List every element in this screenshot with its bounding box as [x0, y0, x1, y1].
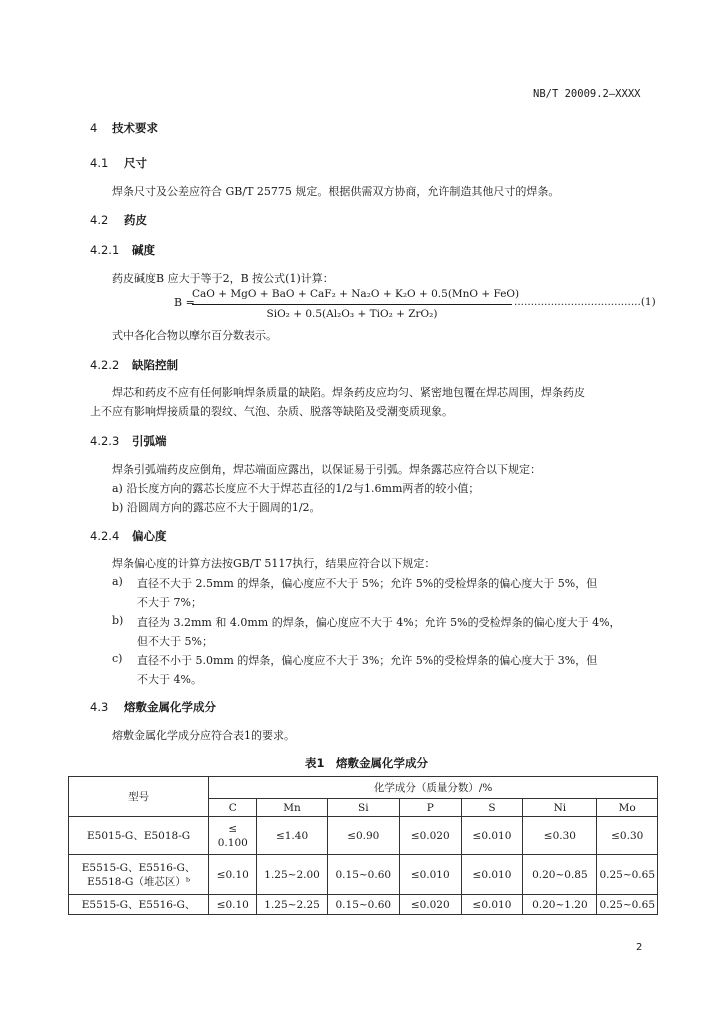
table-cell-si: 0.15~0.60	[327, 895, 399, 915]
list-item-a-line1: 直径不大于 2.5mm 的焊条，偏心度应不大于 5%；允许 5%的受检焊条的偏心度大于 5%，但	[137, 577, 598, 590]
table-cell-p: ≤0.020	[399, 817, 461, 855]
table-cell-s: ≤0.010	[461, 817, 523, 855]
list-marker-a: a)	[112, 575, 123, 588]
list-item-a-line2: 不大于 7%；	[137, 596, 202, 609]
section-4-1-text: 焊条尺寸及公差应符合 GB/T 25775 规定。根据供需双方协商，允许制造其他尺寸的焊条。	[112, 185, 560, 198]
table-cell-si: ≤0.90	[327, 817, 399, 855]
table-cell-p: ≤0.020	[399, 895, 461, 915]
document-code: NB/T 20009.2—XXXX	[533, 88, 641, 100]
table-cell-mn: ≤1.40	[257, 817, 327, 855]
table-cell-model	[69, 855, 209, 895]
section-4-2-2-line2: 上不应有影响焊接质量的裂纹、气泡、杂质、脱落等缺陷及受潮变质现象。	[90, 405, 453, 418]
fraction-bar	[192, 304, 512, 305]
formula-number: ......................................(1)	[514, 296, 656, 308]
section-4-2-heading	[90, 212, 147, 228]
table-cell-ni: ≤0.30	[523, 817, 597, 855]
table-header-row	[69, 777, 658, 799]
section-title: 引弧端	[132, 434, 167, 448]
table-cell-ni: 0.20~0.85	[523, 855, 597, 895]
table-cell-p: ≤0.010	[399, 855, 461, 895]
table-header-mo: Mo	[597, 799, 658, 817]
section-number: 4.2.4	[90, 529, 120, 543]
list-marker-b: b)	[112, 614, 124, 627]
formula-lhs: B =	[174, 296, 195, 309]
cell-line: E5518-G（堆芯区）ᵇ	[87, 875, 191, 888]
table-row	[69, 855, 658, 895]
section-4-heading	[90, 120, 158, 136]
formula-denominator: SiO₂ + 0.5(Al₂O₃ + TiO₂ + ZrO₂)	[266, 308, 438, 320]
cell-line: E5515-G、E5516-G、	[81, 861, 196, 874]
section-4-2-2-heading	[90, 357, 178, 373]
list-item-b-line1: 直径为 3.2mm 和 4.0mm 的焊条，偏心度应不大于 4%；允许 5%的受检焊条的偏心度大于 4%，	[137, 616, 621, 629]
formula-note: 式中各化合物以摩尔百分数表示。	[112, 329, 277, 342]
table-cell-mo: 0.25~0.65	[597, 855, 658, 895]
section-title: 药皮	[124, 213, 147, 227]
section-title: 碱度	[132, 243, 155, 257]
table-row	[69, 817, 658, 855]
table-cell-ni: 0.20~1.20	[523, 895, 597, 915]
list-item-a: a) 沿长度方向的露芯长度应不大于焊芯直径的1/2与1.6mm两者的较小值；	[112, 482, 480, 495]
section-4-2-1-heading	[90, 242, 155, 258]
section-title: 缺陷控制	[132, 358, 178, 372]
section-number: 4.2.2	[90, 358, 120, 372]
section-4-2-3-heading	[90, 433, 167, 449]
table-cell-mn: 1.25~2.25	[257, 895, 327, 915]
table-cell-mo: 0.25~0.65	[597, 895, 658, 915]
list-item-b-line2: 但不大于 5%；	[137, 635, 213, 648]
section-number: 4.2.3	[90, 434, 120, 448]
table-cell-c: ≤0.10	[209, 855, 257, 895]
section-title: 偏心度	[132, 529, 167, 543]
table-header-c: C	[209, 799, 257, 817]
formula-numerator: CaO + MgO + BaO + CaF₂ + Na₂O + K₂O + 0.5(MnO + FeO)	[192, 288, 520, 300]
table-cell-mn: 1.25~2.00	[257, 855, 327, 895]
table-cell-c: ≤0.10	[209, 895, 257, 915]
table-header-mn: Mn	[257, 799, 327, 817]
table-header-group: 化学成分（质量分数）/%	[209, 777, 658, 799]
list-item-c-line2: 不大于 4%。	[137, 673, 202, 686]
section-4-3-heading	[90, 699, 216, 715]
table-header-si: Si	[327, 799, 399, 817]
list-item-c-line1: 直径不小于 5.0mm 的焊条，偏心度应不大于 3%；允许 5%的受检焊条的偏心度大于 3%，但	[137, 654, 598, 667]
section-4-2-4-heading	[90, 528, 167, 544]
section-4-2-4-text: 焊条偏心度的计算方法按GB/T 5117执行，结果应符合以下规定：	[112, 557, 436, 570]
table-cell-model: E5515-G、E5516-G、	[69, 895, 209, 915]
table-cell-model: E5015-G、E5018-G	[69, 817, 209, 855]
list-marker-c: c)	[112, 652, 123, 665]
table-cell-s: ≤0.010	[461, 895, 523, 915]
section-number: 4.1	[90, 156, 109, 170]
section-4-2-1-text: 药皮碱度B 应大于等于2，B 按公式(1)计算：	[112, 272, 334, 285]
section-4-1-heading	[90, 155, 147, 171]
section-title: 尺寸	[124, 156, 147, 170]
table-header-p: P	[399, 799, 461, 817]
section-title: 熔敷金属化学成分	[124, 700, 216, 714]
section-number: 4.3	[90, 700, 109, 714]
table-header-s: S	[461, 799, 523, 817]
table-cell-c	[209, 817, 257, 855]
section-number: 4.2.1	[90, 243, 120, 257]
section-number: 4.2	[90, 213, 109, 227]
table-cell-si: 0.15~0.60	[327, 855, 399, 895]
table-cell-mo: ≤0.30	[597, 817, 658, 855]
section-4-3-text: 熔敷金属化学成分应符合表1的要求。	[112, 729, 295, 742]
cell-line: ≤	[228, 822, 238, 835]
table-header-model: 型号	[69, 777, 209, 817]
cell-line: 0.100	[217, 836, 248, 849]
table-caption: 表1 熔敷金属化学成分	[305, 756, 429, 770]
table-row	[69, 895, 658, 915]
section-number: 4	[90, 121, 98, 135]
table-cell-s: ≤0.010	[461, 855, 523, 895]
section-4-2-2-line1: 焊芯和药皮不应有任何影响焊条质量的缺陷。焊条药皮应均匀、紧密地包覆在焊芯周围，焊条药皮	[112, 386, 585, 399]
section-title: 技术要求	[112, 121, 158, 135]
chemical-composition-table	[68, 776, 658, 915]
section-4-2-3-text: 焊条引弧端药皮应倒角，焊芯端面应露出，以保证易于引弧。焊条露芯应符合以下规定：	[112, 463, 541, 476]
list-item-b: b) 沿圆周方向的露芯应不大于圆周的1/2。	[112, 501, 321, 514]
page-number: 2	[636, 942, 643, 953]
table-header-ni: Ni	[523, 799, 597, 817]
